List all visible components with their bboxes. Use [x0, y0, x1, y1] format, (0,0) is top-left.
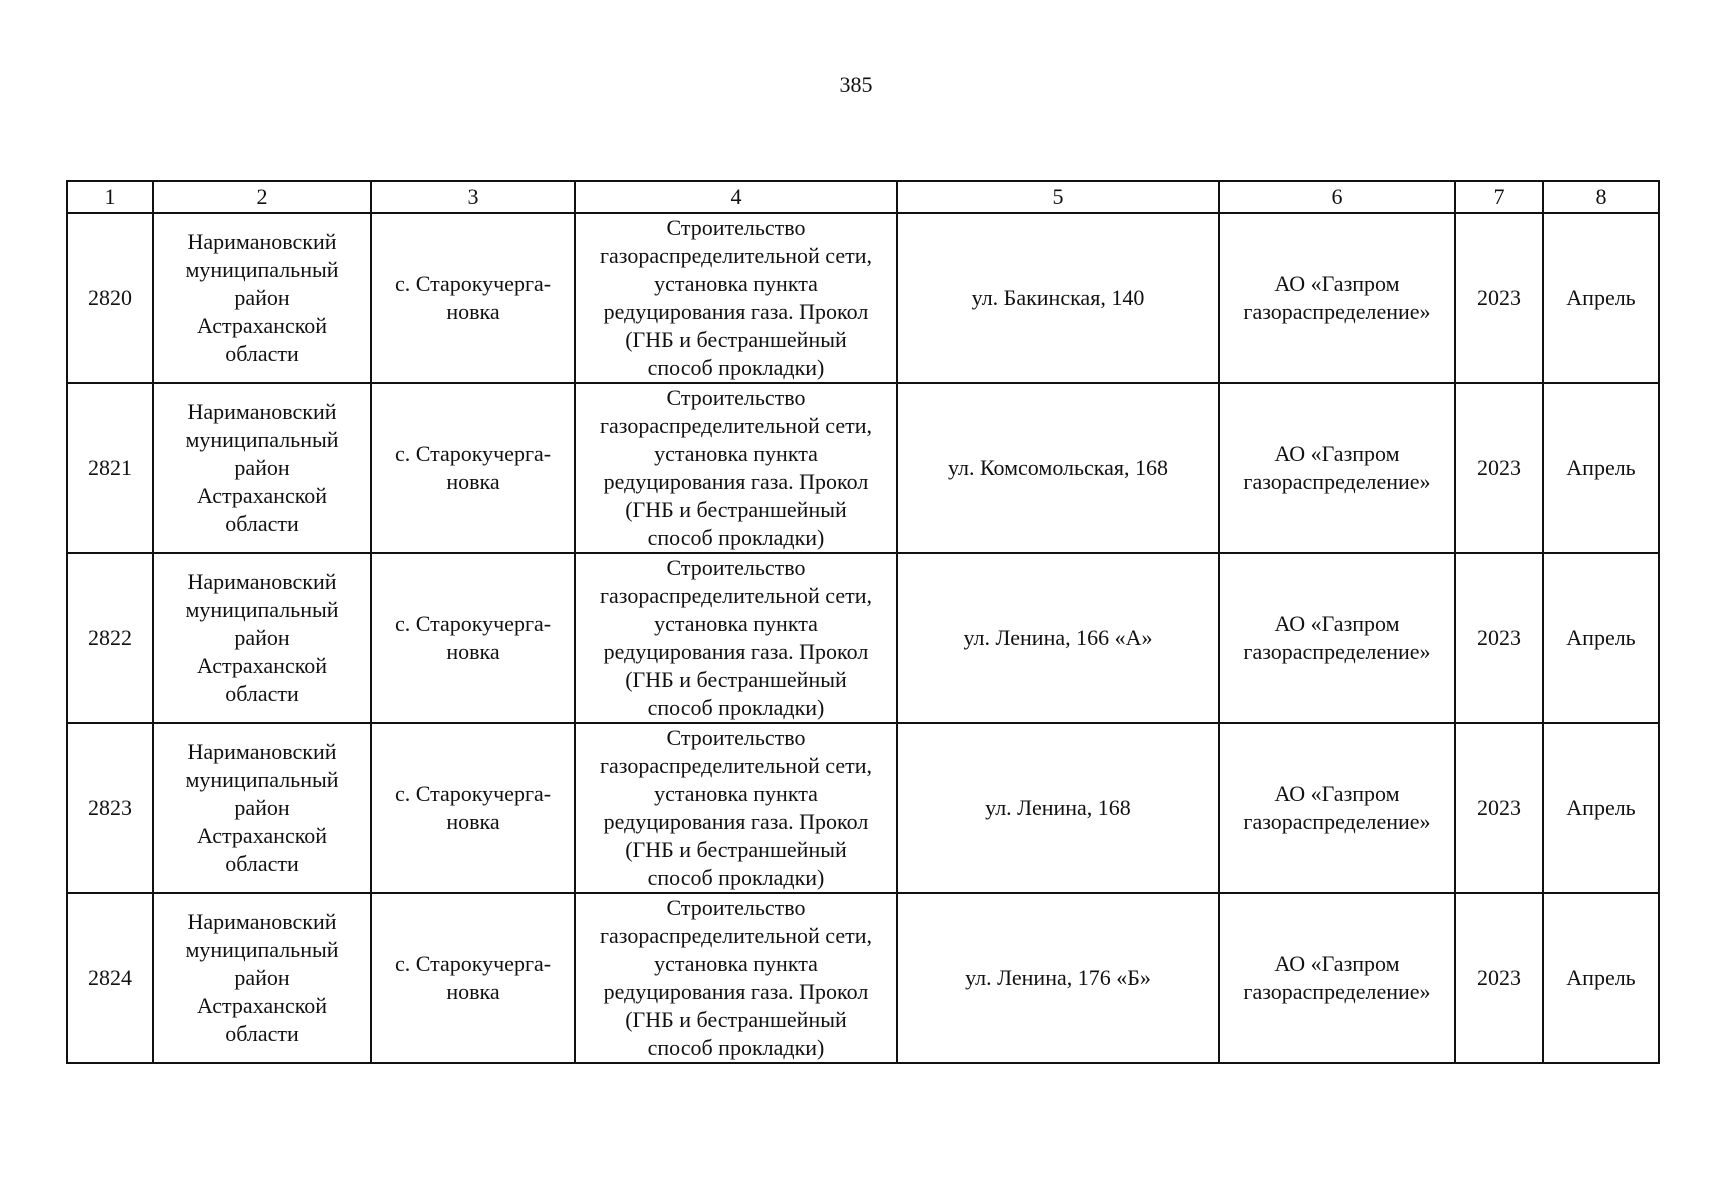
cell-settlement: с. Старокучерга- новка	[371, 553, 575, 723]
cell-month: Апрель	[1543, 553, 1659, 723]
cell-address: ул. Комсомольская, 168	[897, 383, 1219, 553]
column-header: 3	[371, 181, 575, 213]
cell-year: 2023	[1455, 383, 1543, 553]
cell-year: 2023	[1455, 893, 1543, 1063]
cell-district: Наримановский муниципальный район Астраханской области	[153, 893, 371, 1063]
cell-month: Апрель	[1543, 893, 1659, 1063]
cell-year: 2023	[1455, 553, 1543, 723]
cell-address: ул. Ленина, 166 «А»	[897, 553, 1219, 723]
cell-year: 2023	[1455, 723, 1543, 893]
cell-executor: АО «Газпром газораспределение»	[1219, 213, 1455, 383]
cell-settlement: с. Старокучерга- новка	[371, 893, 575, 1063]
column-header: 5	[897, 181, 1219, 213]
table-row	[67, 553, 1659, 723]
cell-executor: АО «Газпром газораспределение»	[1219, 553, 1455, 723]
cell-executor: АО «Газпром газораспределение»	[1219, 893, 1455, 1063]
cell-number: 2822	[67, 553, 153, 723]
cell-address: ул. Ленина, 176 «Б»	[897, 893, 1219, 1063]
cell-district: Наримановский муниципальный район Астраханской области	[153, 383, 371, 553]
table-row	[67, 383, 1659, 553]
table-row	[67, 893, 1659, 1063]
cell-work: Строительство газораспределительной сети, установка пункта редуцирования газа. Прокол (ГНБ и бестраншейный способ прокладки)	[575, 723, 897, 893]
cell-work: Строительство газораспределительной сети, установка пункта редуцирования газа. Прокол (ГНБ и бестраншейный способ прокладки)	[575, 893, 897, 1063]
cell-district: Наримановский муниципальный район Астраханской области	[153, 213, 371, 383]
cell-executor: АО «Газпром газораспределение»	[1219, 723, 1455, 893]
cell-month: Апрель	[1543, 383, 1659, 553]
table-row	[67, 213, 1659, 383]
cell-number: 2820	[67, 213, 153, 383]
cell-number: 2821	[67, 383, 153, 553]
page-number: 385	[839, 72, 873, 97]
cell-address: ул. Ленина, 168	[897, 723, 1219, 893]
cell-work: Строительство газораспределительной сети, установка пункта редуцирования газа. Прокол (ГНБ и бестраншейный способ прокладки)	[575, 383, 897, 553]
cell-work: Строительство газораспределительной сети, установка пункта редуцирования газа. Прокол (ГНБ и бестраншейный способ прокладки)	[575, 213, 897, 383]
cell-settlement: с. Старокучерга- новка	[371, 383, 575, 553]
cell-district: Наримановский муниципальный район Астраханской области	[153, 723, 371, 893]
cell-work: Строительство газораспределительной сети, установка пункта редуцирования газа. Прокол (ГНБ и бестраншейный способ прокладки)	[575, 553, 897, 723]
cell-executor: АО «Газпром газораспределение»	[1219, 383, 1455, 553]
column-header: 4	[575, 181, 897, 213]
column-header: 7	[1455, 181, 1543, 213]
cell-settlement: с. Старокучерга- новка	[371, 723, 575, 893]
header-row	[67, 181, 1659, 213]
cell-number: 2823	[67, 723, 153, 893]
cell-district: Наримановский муниципальный район Астраханской области	[153, 553, 371, 723]
table-row	[67, 723, 1659, 893]
cell-number: 2824	[67, 893, 153, 1063]
cell-month: Апрель	[1543, 723, 1659, 893]
cell-month: Апрель	[1543, 213, 1659, 383]
column-header: 1	[67, 181, 153, 213]
cell-address: ул. Бакинская, 140	[897, 213, 1219, 383]
column-header: 6	[1219, 181, 1455, 213]
column-header: 8	[1543, 181, 1659, 213]
works-table	[66, 180, 1660, 1064]
cell-settlement: с. Старокучерга- новка	[371, 213, 575, 383]
column-header: 2	[153, 181, 371, 213]
cell-year: 2023	[1455, 213, 1543, 383]
